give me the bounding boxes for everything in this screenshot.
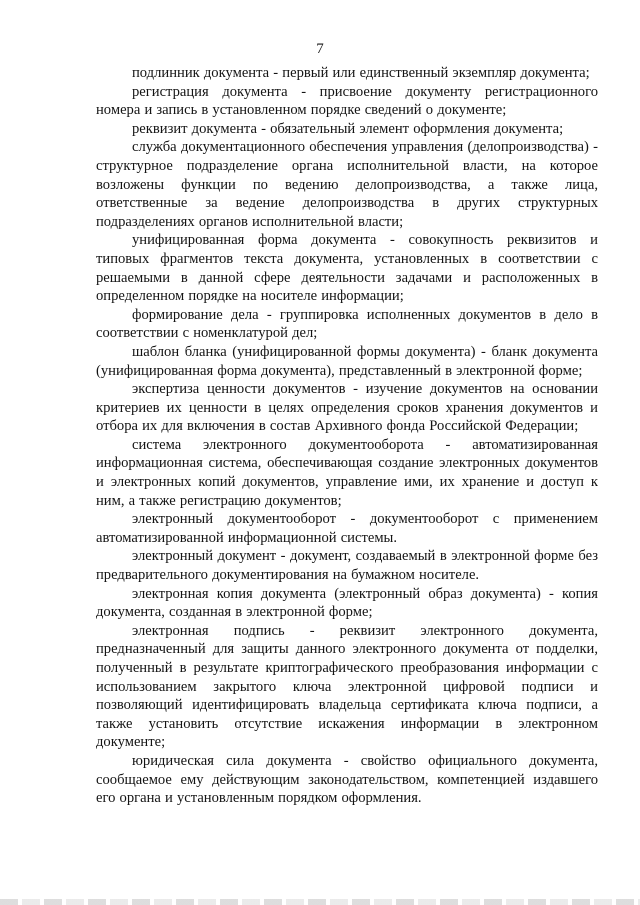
page-number: 7 bbox=[316, 41, 324, 57]
definition-paragraph: электронный документ - документ, создаваемый в электронной форме без предварительного документирования на бумажном носителе. bbox=[96, 548, 598, 584]
definition-paragraph: электронная подпись - реквизит электронного документа, предназначенный для защиты данного электронного документа от подделки, полученный в результате криптографического преобразования информации с использованием закрытого ключа электронной цифровой подписи и позволяющий идентифицировать владельца сертификата ключа подписи, а также установить отсутствие искажения информации в электронном документе; bbox=[96, 622, 598, 751]
document-body bbox=[96, 64, 598, 808]
definition-paragraph: регистрация документа - присвоение документу регистрационного номера и запись в установленном порядке сведений о документе; bbox=[96, 83, 598, 119]
scan-edge-artifact bbox=[0, 899, 640, 905]
definition-paragraph: формирование дела - группировка исполненных документов в дело в соответствии с номенклатурой дел; bbox=[96, 306, 598, 342]
definition-paragraph: служба документационного обеспечения управления (делопроизводства) - структурное подразделение органа исполнительной власти, на которое возложены функции по ведению делопроизводства, а также лица, ответственные за ведение делопроизводства в других структурных подразделениях органов исполнительной власти; bbox=[96, 139, 598, 230]
definition-paragraph: экспертиза ценности документов - изучение документов на основании критериев их ценности в целях определения сроков хранения документов и отбора их для включения в состав Архивного фонда Российской Федерации; bbox=[96, 381, 598, 435]
definition-paragraph: реквизит документа - обязательный элемент оформления документа; bbox=[132, 120, 564, 137]
definition-paragraph: электронная копия документа (электронный образ документа) - копия документа, созданная в электронной форме; bbox=[96, 585, 598, 621]
definition-paragraph: шаблон бланка (унифицированной формы документа) - бланк документа (унифицированная форма документа), представленный в электронной форме; bbox=[96, 343, 598, 379]
definition-paragraph: подлинник документа - первый или единственный экземпляр документа; bbox=[132, 65, 590, 81]
definition-paragraph: унифицированная форма документа - совокупность реквизитов и типовых фрагментов текста документа, установленных в соответствии с решаемыми в данной сфере деятельности задачами и расположенных в определенном порядке на носителе информации; bbox=[96, 232, 598, 305]
definition-paragraph: юридическая сила документа - свойство официального документа, сообщаемое ему действующим законодательством, компетенцией издавшего его органа и установленным порядком оформления. bbox=[96, 752, 598, 807]
definition-paragraph: система электронного документооборота - автоматизированная информационная система, обеспечивающая создание электронных документов и электронных копий документов, управление ими, их хранение и доступ к ним, а также регистрацию документов; bbox=[96, 436, 598, 509]
definition-paragraph: электронный документооборот - документооборот с применением автоматизированной информационной системы. bbox=[96, 511, 598, 546]
